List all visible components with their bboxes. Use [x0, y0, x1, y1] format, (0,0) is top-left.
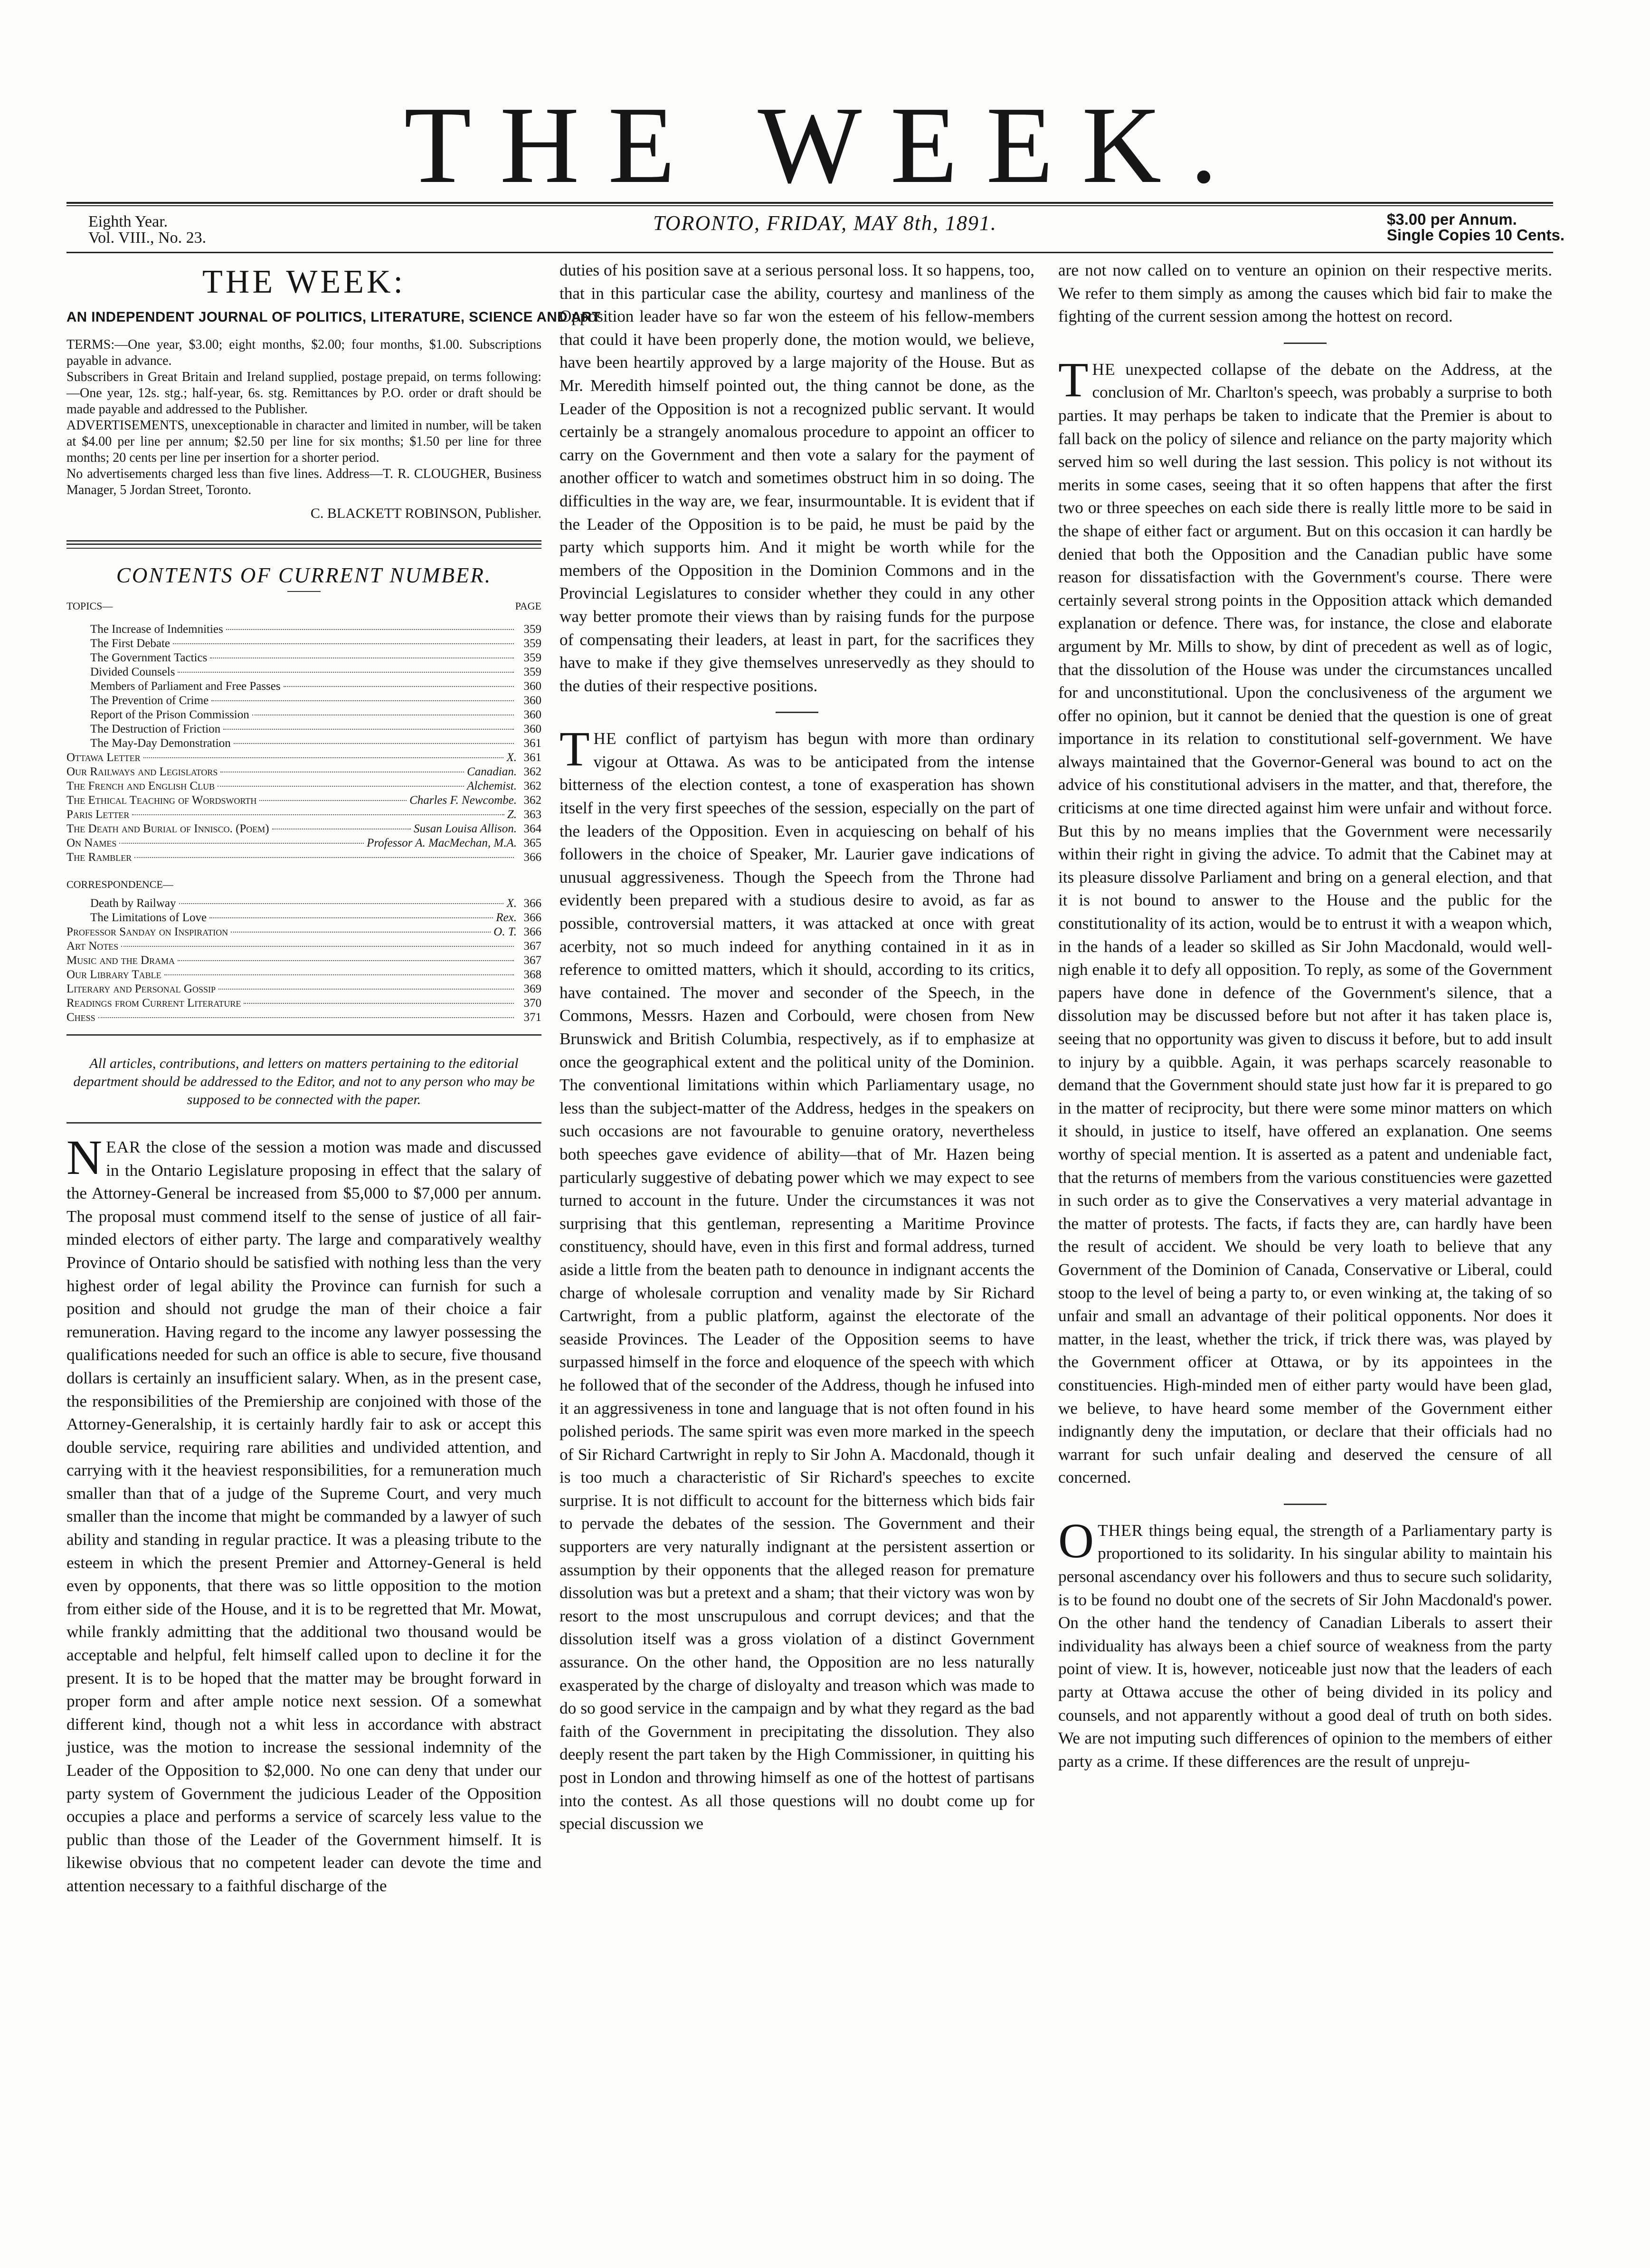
article-text: the close of the session a motion was made and discussed in the Ontario Legislature proposing in effect that the salary of the Attorney-General be increased from $5,000 to $7,000 per annum. The proposal must commend itself to the sense of justice of all fair-minded electors of either party. The large and comparatively wealthy Province of Ontario should be satisfied with nothing less than the very highest order of legal ability the Province can furnish for such a position and should not grudge the man of their choice a fair remuneration. Having regard to the income any lawyer possessing the qualifications needed for such an office is able to secure, five thousand dollars is certainly an insufficient salary. When, as in the present case, the responsibilities of the Premiership are conjoined with those of the Attorney-Generalship, it is certainly hardly fair to ask or accept this double service, requiring rare abilities and undivided attention, and carrying with it the heaviest responsibilities, for a remuneration much smaller than that of a judge of the Supreme Court, and very much smaller than the income that might be commanded by a lawyer of such ability and standing in regular practice. It was a pleasing tribute to the esteem in which the present Premier and Attorney-General is held even by opponents, that there was so little opposition to the motion from either side of the House, and it is to be regretted that Mr. Mowat, while frankly admitting that the additional two thousand would be acceptable and helpful, felt himself called upon to decline it for the present. It is to be hoped that the matter may be brought forward in proper form and after ample notice next session. Of a somewhat different kind, though not a whit less in accordance with abstract justice, was the motion to increase the sessional indemnity of the Leader of the Opposition to $2,000. No one can deny that under our party system of Government the judicious Leader of the Opposition occupies a place and performs a service of scarcely less value to the public than those of the Leader of the Government himself. It is likewise obvious that no competent leader can devote the time and attention necessary to a faithful discharge of the — [66, 1137, 541, 1895]
entry-title: The Death and Burial of Innisco. (Poem) — [66, 822, 269, 836]
entry-page: 366 — [523, 896, 541, 910]
drop-cap: T — [1058, 352, 1089, 407]
divider — [66, 540, 541, 542]
entry-title: Our Railways and Legislators — [66, 765, 218, 779]
entry-title: The Ethical Teaching of Wordsworth — [66, 794, 257, 807]
sections-list — [66, 925, 541, 1025]
topics-label: TOPICS— — [66, 600, 113, 612]
contents-entry — [66, 968, 541, 982]
article-continued: duties of his position save at a serious personal loss. It so happens, too, that in this particular case the ability, courtesy and manliness of the Opposition leader have so far won the esteem of his fellow-members that could it have been properly done, the motion would, we believe, have been heartily approved by a large majority of the House. But as Mr. Meredith himself pointed out, the thing cannot be done, as the Leader of the Opposition is not a recognized public servant. It would certainly be a strangely anomalous procedure to appoint an officer to carry on the Government and then vote a salary for the payment of another officer to watch and sometimes obstruct him in so doing. The difficulties in the way are, we fear, insurmountable. It is evident that if the Leader of the Opposition is to be paid, he must be paid by the party which supports him. And it might be worth while for the members of the Opposition in the Dominion Commons and in the Provincial Legislatures to consider whether they could in any other way better promote their views than by raising funds for the purpose of compensating their leaders, at least in part, for the sacrifices they have to make if they give themselves unreservedly as they should to the duties of their respective positions. — [559, 261, 1034, 695]
dot-leader — [209, 917, 493, 918]
contents-entry — [66, 996, 541, 1010]
drop-cap: O — [1058, 1513, 1094, 1568]
article-text: conflict of partyism has begun with more than ordinary vigour at Ottawa. As was to be anticipated from the intense bitterness of the election contest, a tone of exasperation has shown itself in the very first speeches of the session, especially on the part of the leaders of the Opposition. Even in acquiescing on behalf of his followers in the choice of Speaker, Mr. Laurier gave indications of unusual aggressiveness. Though the Speech from the Throne had evidently been prepared with a studious desire to avoid, as far as possible, controversial matters, it was attacked at once with great acerbity, not so much indeed for anything contained in it as in reference to omitted matters, which it should, according to its critics, have contained. The mover and seconder of the Speech, in the Commons, Messrs. Hazen and Corbould, were chosen from New Brunswick and British Columbia, respectively, as if to emphasize at once the geographical extent and the political unity of the Dominion. The conventional limitations within which Parliamentary usage, no less than the subject-matter of the Address, hedges in the speakers on such occasions are not favourable to genuine oratory, nevertheless both speeches gave evidence of ability—that of Mr. Hazen being particularly suggestive of debating power which we may expect to see turned to account in the future. Under the circumstances it was not surprising that this gentleman, representing a Maritime Province constituency, should have, even in this first and formal address, turned aside a little from the beaten path to denounce in indignant accents the charge of wholesale corruption and venality made by Sir Richard Cartwright, from a public platform, against the electorate of the seaside Provinces. The Leader of the Opposition seems to have surpassed himself in the force and eloquence of the speech with which he followed that of the seconder of the Address, though he infused into it an aggressiveness in tone and language that is not often found in his polished periods. The same spirit was even more marked in the speech of Sir Richard Cartwright in reply to Sir John A. Macdonald, though it is too much a characteristic of Sir Richard's speeches to excite surprise. It is not difficult to account for the bitterness which bids fair to pervade the debates of the session. The Government and their supporters are very naturally indignant at the persistent assertion or assumption by their opponents that the alleged reason for premature dissolution was but a pretext and a sham; that their victory was won by resort to the most unscrupulous and corrupt devices; and that the dissolution itself was a gross violation of a distinct Government assurance. On the other hand, the Opposition are no less naturally exasperated by the charge of disloyalty and treason which was made to do so good service in the campaign and by what they regard as the bad faith of the Government in precipitating the dissolution. They also deeply resent the part taken by the High Commissioner, in quitting his post in London and throwing himself as one of the hottest of partisans into the contest. As all those questions will no doubt come up for special discussion we — [559, 729, 1034, 1833]
contents-entry — [66, 751, 541, 765]
entry-author: X. — [506, 751, 517, 764]
header-rule-bottom — [66, 252, 1553, 253]
entry-author: Rex. — [496, 911, 517, 924]
dot-leader — [119, 843, 364, 844]
contents-entry — [66, 622, 541, 637]
contents-entry — [66, 679, 541, 694]
edition-year: Eighth Year. — [88, 213, 168, 230]
terms-paragraph: Subscribers in Great Britain and Ireland supplied, postage prepaid, on terms following:—One year, 12s. stg.; half-year, 6s. stg. Remittances by P.O. order or draft should be made payable and addressed to the Publisher. — [66, 369, 541, 417]
contents-entry — [66, 982, 541, 996]
page-label: PAGE — [515, 600, 541, 612]
dot-leader — [211, 700, 514, 701]
divider — [1284, 343, 1327, 344]
entry-author: Susan Louisa Allison. — [414, 822, 517, 836]
contents-entry — [66, 694, 541, 708]
dot-leader — [164, 974, 514, 975]
entry-title: The Limitations of Love — [90, 911, 207, 924]
terms-paragraph: TERMS:—One year, $3.00; eight months, $2.00; four months, $1.00. Subscriptions payable in advance. — [66, 337, 541, 368]
entry-page: 367 — [523, 939, 541, 953]
entry-title: The May-Day Demonstration — [90, 737, 231, 750]
entry-title: Professor Sanday on Inspiration — [66, 925, 228, 938]
volume-number: Vol. VIII., No. 23. — [88, 229, 207, 247]
column-2 — [559, 259, 1034, 1836]
topics-list — [66, 622, 541, 751]
infobox-title: THE WEEK: — [202, 264, 406, 300]
entry-page: 367 — [523, 953, 541, 967]
divider — [66, 543, 541, 549]
infobox-subtitle: AN INDEPENDENT JOURNAL OF POLITICS, LITERATURE, SCIENCE AND ART — [66, 309, 601, 325]
entry-title: Art Notes — [66, 939, 119, 953]
entry-page: 369 — [523, 982, 541, 995]
dot-leader — [178, 672, 514, 673]
divider — [66, 1034, 541, 1036]
entry-page: 362 — [523, 765, 541, 779]
dot-leader — [226, 629, 514, 630]
dot-leader — [121, 946, 514, 947]
contents-entry — [66, 779, 541, 793]
articles-list — [66, 751, 541, 865]
entry-page: 360 — [523, 723, 541, 736]
entry-page: 366 — [523, 851, 541, 864]
contents-entry — [66, 651, 541, 665]
contents-title: CONTENTS OF CURRENT NUMBER. — [116, 563, 492, 588]
article-indemnity — [66, 1130, 541, 1898]
column-3 — [1058, 259, 1552, 1773]
contents-entry — [66, 722, 541, 736]
divider — [776, 712, 818, 713]
entry-author: Charles F. Newcombe. — [409, 794, 517, 807]
entry-title: Ottawa Letter — [66, 751, 141, 764]
dot-leader — [132, 814, 504, 815]
divider — [66, 1122, 541, 1124]
dot-leader — [134, 857, 514, 858]
single-copy-price: Single Copies 10 Cents. — [1386, 226, 1565, 244]
dateline: TORONTO, FRIDAY, MAY 8th, 1891. — [653, 211, 997, 235]
entry-title: Readings from Current Literature — [66, 996, 241, 1010]
article-continued: are not now called on to venture an opinion on their respective merits. We refer to them simply as among the causes which bid fair to make the fighting of the current session among the hottest on record. — [1058, 261, 1552, 326]
entry-page: 360 — [523, 708, 541, 722]
entry-title: Literary and Personal Gossip — [66, 982, 216, 995]
entry-page: 360 — [523, 694, 541, 707]
contents-entry — [66, 939, 541, 953]
entry-author: Canadian. — [467, 765, 517, 779]
entry-title: The Increase of Indemnities — [90, 623, 223, 636]
masthead-title: THE WEEK. — [404, 84, 1246, 206]
entry-page: 364 — [523, 822, 541, 836]
entry-page: 366 — [523, 925, 541, 938]
price-info — [1387, 211, 1565, 243]
entry-title: The Prevention of Crime — [90, 694, 209, 707]
contents-entry — [66, 896, 541, 911]
contents-entry — [66, 736, 541, 751]
entry-title: Divided Counsels — [90, 666, 175, 679]
divider — [287, 591, 321, 592]
entry-page: 359 — [523, 637, 541, 650]
correspondence-label: CORRESPONDENCE— — [66, 878, 173, 891]
entry-author: Z. — [507, 808, 517, 821]
article-divided-counsels — [1058, 1513, 1552, 1773]
dot-leader — [259, 800, 407, 801]
entry-title: Members of Parliament and Free Passes — [90, 680, 281, 693]
entry-page: 366 — [523, 911, 541, 924]
entry-page: 363 — [523, 808, 541, 821]
entry-page: 360 — [523, 680, 541, 693]
lead-word: HE — [1092, 360, 1116, 379]
divider — [1284, 1504, 1327, 1505]
dot-leader — [98, 1017, 514, 1018]
dot-leader — [244, 1003, 514, 1004]
dot-leader — [218, 786, 464, 787]
article-first-debate — [559, 722, 1034, 1836]
masthead-rule-top-thin — [66, 205, 1553, 206]
entry-page: 371 — [523, 1010, 541, 1024]
entry-page: 370 — [523, 996, 541, 1010]
dot-leader — [223, 729, 514, 730]
contents-list — [66, 622, 541, 1025]
column-1 — [66, 259, 601, 1898]
correspondence-list — [66, 896, 541, 925]
drop-cap: T — [559, 722, 590, 777]
entry-page: 365 — [523, 837, 541, 850]
dot-leader — [234, 743, 514, 744]
contents-entry — [66, 665, 541, 679]
entry-title: The Destruction of Friction — [90, 723, 221, 736]
dot-leader — [173, 643, 514, 644]
entry-author: X. — [506, 896, 517, 910]
contents-entry — [66, 953, 541, 968]
entry-page: 361 — [523, 737, 541, 750]
terms-paragraph: ADVERTISEMENTS, unexceptionable in character and limited in number, will be taken at $4.00 per line per annum; $2.50 per line for six months; $1.50 per line for three months; 20 cents per line per insertion for a shorter period. — [66, 418, 541, 465]
contents-entry — [66, 822, 541, 836]
terms-paragraph: No advertisements charged less than five lines. Address—T. R. CLOUGHER, Business Manager, 5 Jordan Street, Toronto. — [66, 466, 541, 497]
entry-title: The French and English Club — [66, 780, 215, 793]
contents-entry — [66, 911, 541, 925]
entry-title: The Government Tactics — [90, 651, 208, 665]
dot-leader — [284, 686, 514, 687]
dot-leader — [218, 989, 514, 990]
entry-page: 362 — [523, 780, 541, 793]
entry-title: Our Library Table — [66, 968, 161, 981]
entry-title: The First Debate — [90, 637, 171, 650]
entry-page: 361 — [523, 751, 541, 764]
contents-entry — [66, 708, 541, 722]
article-text: unexpected collapse of the debate on the Address, at the conclusion of Mr. Charlton's speech, was probably a surprise to both parties. It may perhaps be taken to indicate that the Premier is about to fall back on the policy of silence and reliance on the party majority which served him so well during the last session. This policy is not without its merits in some cases, seeing that it so often happens that after the first two or three speeches on each side there is really little more to be said in the shape of either fact or argument. But on this occasion it can hardly be denied that both the Opposition and the Canadian public have some reason for dissatisfaction with the Government's course. There were certainly several strong points in the Opposition attack which demanded explanation or defence. There was, for instance, the close and elaborate argument by Mr. Mills to show, by dint of precedent as well as of logic, that the dissolution of the House was under the circumstances uncalled for and unconstitutional. Upon the conclusiveness of the argument we offer no opinion, but it cannot be denied that the question is one of great importance in its relation to constitutional self-government. We have always maintained that the Governor-General was bound to act on the advice of his constitutional advisers in the matter, and that, therefore, the criticisms at one time directed against him were unfair and without force. But this by no means implies that the Government were necessarily within their right in giving the advice. To admit that the Cabinet may at its pleasure dissolve Parliament and bring on a general election, and that it is not bound to answer to the House and the public for the constitutionality of its action, would be to entrust it with a weapon which, in the hands of a leader so skilled as Sir John Macdonald, would well-nigh enable it to defy all opposition. To reply, as some of the Government papers have done in defence of the Government's silence, that a dissolution may be discussed before but not after it has taken place is, seeing that no opportunity was given to discuss it before, but to add insult to injury by a quibble. Again, it was perhaps scarcely reasonable to demand that the Government should state just how far it is prepared to go in the matter of reciprocity, but there were some minor matters on which it should, in justice to itself, have offered an explanation. One seems worthy of special mention. It is asserted as a patent and undeniable fact, that the returns of members from the various constituencies were gazetted in such order as to give the Conservatives a very material advantage in the matter of protests. The facts, if facts they are, can hardly have been the result of accident. We should be very loath to believe that any Government of the Dominion of Canada, Conservative or Liberal, could stoop to the level of being a party to, or even winking at, the taking of so unfair and small an advantage of their political opponents. Nor does it matter, in the least, whether the trick, if trick there was, was played by the Government officer at Ottawa, or by its appointees in the constituencies. High-minded men of either party would have been glad, we believe, to have heard some member of the Government either indignantly deny the imputation, or declare that their officials had no warrant for such unfair dealing and deserved the censure of all concerned. — [1058, 360, 1552, 1487]
contents-header — [66, 595, 541, 618]
entry-author: Professor A. MacMechan, M.A. — [367, 837, 517, 850]
entry-page: 359 — [523, 651, 541, 665]
contents-entry — [66, 925, 541, 939]
subscription-terms — [66, 337, 541, 498]
contents-entry — [66, 808, 541, 822]
lead-word: HE — [593, 729, 617, 748]
annual-price: $3.00 per Annum. — [1386, 210, 1517, 228]
entry-title: On Names — [66, 837, 117, 850]
contents-entry — [66, 637, 541, 651]
entry-page: 368 — [523, 968, 541, 981]
entry-page: 362 — [523, 794, 541, 807]
entry-title: Paris Letter — [66, 808, 130, 821]
entry-author: Alchemist. — [467, 780, 517, 793]
contents-entry — [66, 850, 541, 865]
entry-title: Death by Railway — [90, 896, 176, 910]
entry-page: 359 — [523, 623, 541, 636]
article-text: things being equal, the strength of a Parliamentary party is proportioned to its solidarity. In his singular ability to maintain his personal ascendancy over his followers and thus to secure such solidarity, is to be found no doubt one of the secrets of Sir John Macdonald's power. On the other hand the tendency of Canadian Liberals to assert their individuality has always been a chief source of weakness from the party point of view. It is, however, noticeable just now that the leaders of each party at Ottawa accuse the other of being divided in its policy and counsels, and not apparently without a good deal of truth on both sides. We are not imputing such differences of opinion to the members of either party as a crime. If these differences are the result of unpreju- — [1058, 1521, 1552, 1771]
entry-title: The Rambler — [66, 851, 132, 864]
contents-entry — [66, 793, 541, 808]
dot-leader — [178, 960, 514, 961]
entry-title: Report of the Prison Commission — [90, 708, 249, 722]
editorial-notice: All articles, contributions, and letters on matters pertaining to the editorial department should be addressed to the Editor, and not to any person who may be supposed to be connected with the paper. — [73, 1055, 535, 1107]
dot-leader — [143, 757, 504, 758]
entry-title: Chess — [66, 1010, 95, 1024]
masthead-rule-top — [66, 202, 1553, 204]
drop-cap: N — [66, 1130, 103, 1185]
contents-entry — [66, 765, 541, 779]
dot-leader — [231, 932, 491, 933]
dot-leader — [179, 903, 504, 904]
entry-title: Music and the Drama — [66, 953, 175, 967]
contents-entry — [66, 836, 541, 850]
entry-author: O. T. — [493, 925, 517, 938]
lead-word: THER — [1098, 1521, 1143, 1540]
publisher-line: C. BLACKETT ROBINSON, Publisher. — [310, 505, 541, 521]
entry-page: 359 — [523, 666, 541, 679]
article-government-tactics — [1058, 352, 1552, 1489]
lead-word: EAR — [106, 1137, 141, 1156]
contents-entry — [66, 1010, 541, 1025]
